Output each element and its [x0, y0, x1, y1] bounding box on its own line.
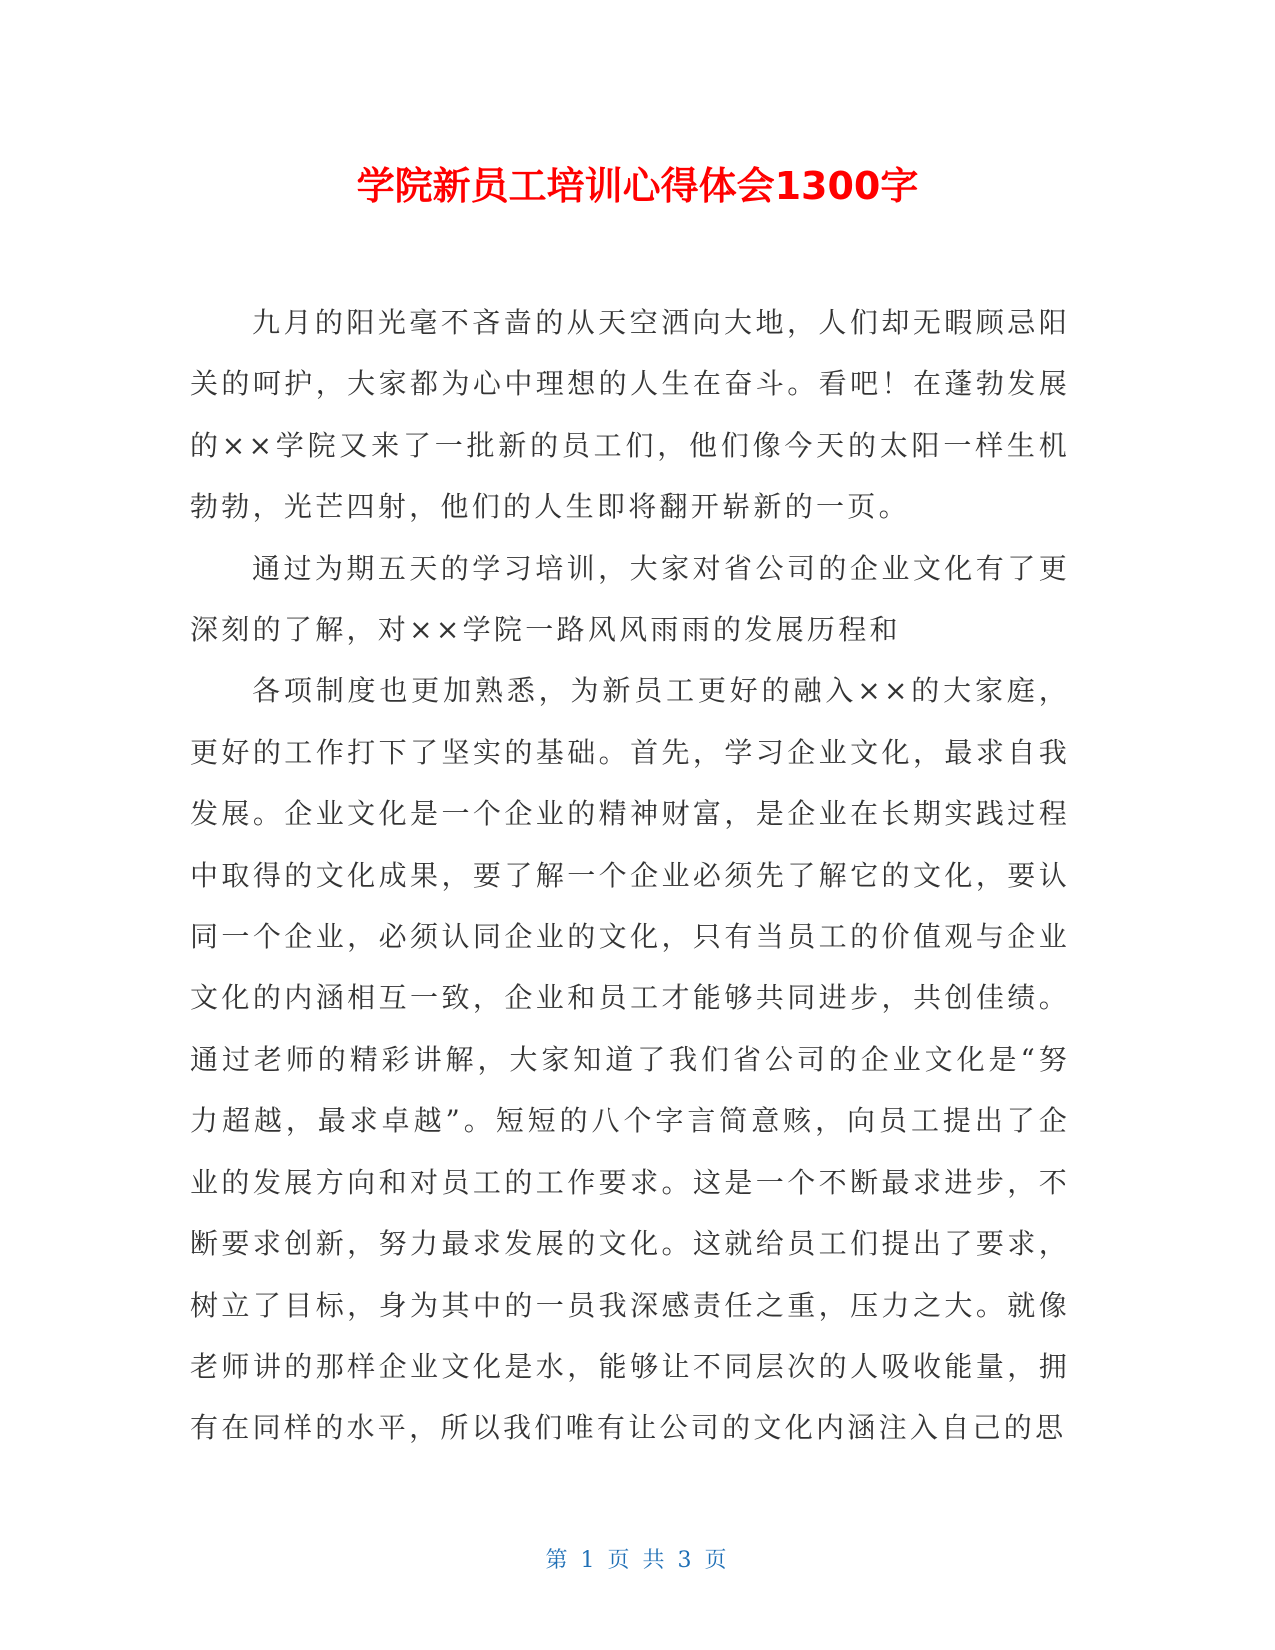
document-body — [190, 292, 1070, 1459]
paragraph: 各项制度也更加熟悉，为新员工更好的融入××的大家庭，更好的工作打下了坚实的基础。首先，学习企业文化，最求自我发展。企业文化是一个企业的精神财富，是企业在长期实践过程中取得的文化成果，要了解一个企业必须先了解它的文化，要认同一个企业，必须认同企业的文化，只有当员工的价值观与企业文化的内涵相互一致，企业和员工才能够共同进步，共创佳绩。通过老师的精彩讲解，大家知道了我们省公司的企业文化是“努力超越，最求卓越”。短短的八个字言简意赅，向员工提出了企业的发展方向和对员工的工作要求。这是一个不断最求进步，不断要求创新，努力最求发展的文化。这就给员工们提出了要求，树立了目标，身为其中的一员我深感责任之重，压力之大。就像老师讲的那样企业文化是水，能够让不同层次的人吸收能量，拥有在同样的水平，所以我们唯有让公司的文化内涵注入自己的思 — [190, 674, 1070, 1445]
page-number-footer: 第 1 页 共 3 页 — [545, 1548, 730, 1573]
paragraph: 通过为期五天的学习培训，大家对省公司的企业文化有了更深刻的了解，对××学院一路风风雨雨的发展历程和 — [190, 551, 1070, 647]
paragraph: 九月的阳光毫不吝啬的从天空洒向大地，人们却无暇顾忌阳关的呵护，大家都为心中理想的人生在奋斗。看吧！在蓬勃发展的××学院又来了一批新的员工们，他们像今天的太阳一样生机勃勃，光芒四射，他们的人生即将翻开崭新的一页。 — [190, 306, 1070, 524]
document-title: 学院新员工培训心得体会1300字 — [356, 164, 919, 208]
